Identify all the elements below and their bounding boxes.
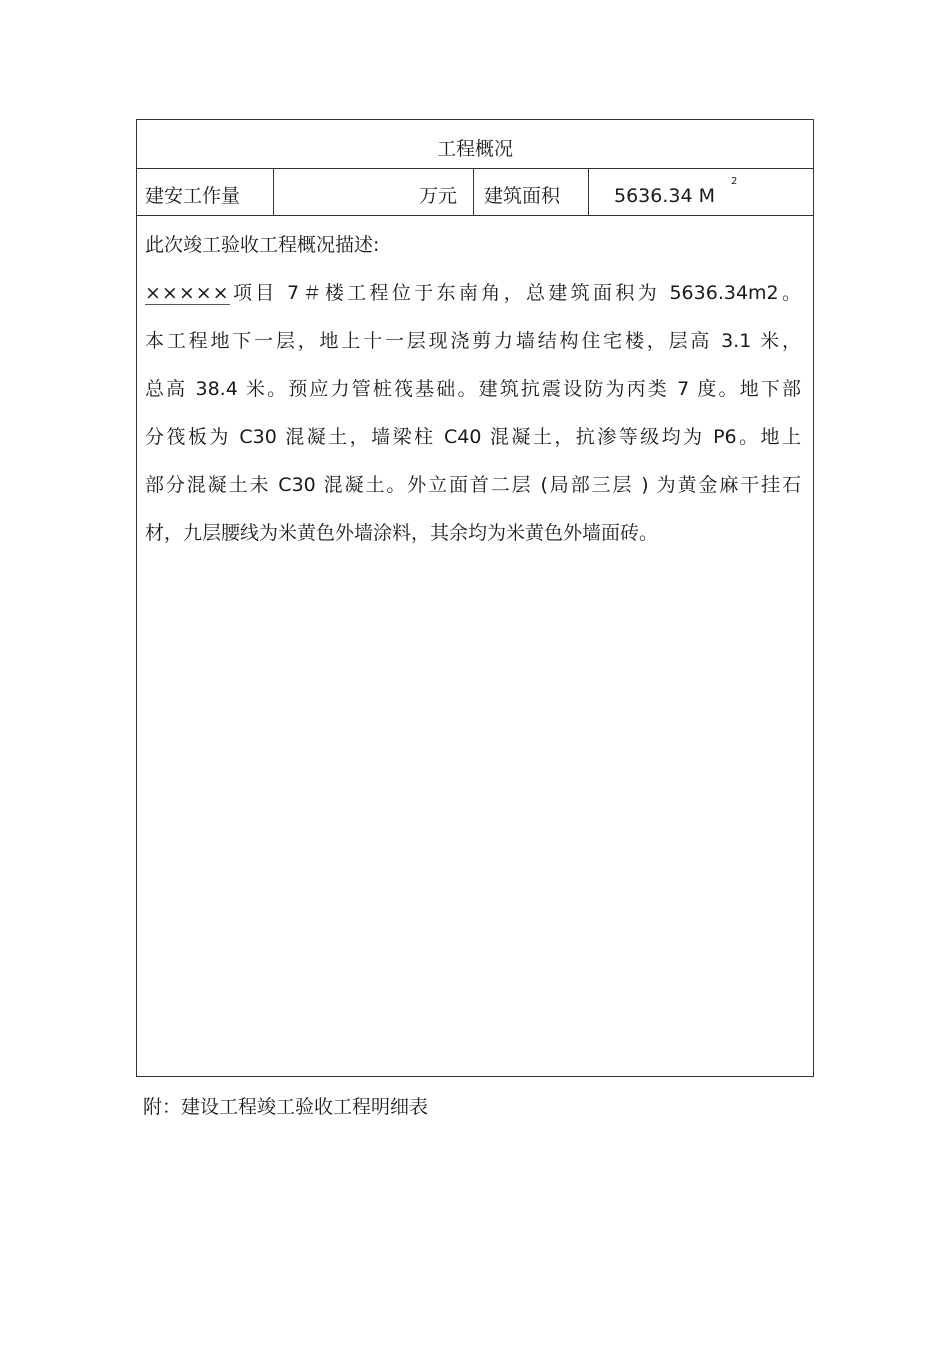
description-text: 本工程地下一层，地上十一层现浇剪力墙结构住宅楼，层高 bbox=[145, 330, 713, 352]
description-text: C40 混凝土，抗渗等级均为 bbox=[444, 426, 705, 448]
description-text: C30 混凝土。外立面首二层 (局部三层 ) 为黄金麻干挂石 bbox=[278, 474, 801, 496]
info-row bbox=[137, 169, 813, 216]
description-line bbox=[145, 269, 801, 317]
description-heading: 此次竣工验收工程概况描述: bbox=[145, 234, 380, 256]
description-area bbox=[137, 216, 813, 557]
workload-value bbox=[274, 169, 474, 215]
description-text: 5636.34m2。 bbox=[669, 282, 801, 304]
description-text: 材，九层腰线为米黄色外墙涂料，其余均为米黄色外墙面砖。 bbox=[145, 522, 659, 544]
area-label: 建筑面积 bbox=[474, 169, 589, 215]
description-line bbox=[145, 365, 801, 413]
table-title-text: 工程概况 bbox=[436, 138, 513, 160]
description-text: 7 度。地下部 bbox=[677, 378, 801, 400]
area-value bbox=[589, 169, 813, 215]
description-text: 部分混凝土未 bbox=[145, 474, 271, 496]
project-name: ××××× bbox=[145, 282, 230, 304]
description-line bbox=[145, 413, 801, 461]
description-text: 分筏板为 bbox=[145, 426, 231, 448]
area-unit-superscript: 2 bbox=[731, 176, 738, 187]
description-text: P6。地上 bbox=[713, 426, 801, 448]
appendix-note: 附：建设工程竣工验收工程明细表 bbox=[143, 1096, 429, 1118]
area-value-text: 5636.34 M bbox=[614, 185, 716, 207]
description-text: 总高 38.4 米。预应力管桩筏基础。建筑抗震设防为丙类 bbox=[145, 378, 669, 400]
table-title bbox=[137, 120, 813, 169]
description-line bbox=[145, 461, 801, 509]
description-text: 3.1 米， bbox=[721, 330, 801, 352]
workload-unit: 万元 bbox=[418, 185, 457, 207]
project-overview-table bbox=[136, 119, 814, 1077]
description-line bbox=[145, 509, 801, 557]
description-text: 项目 7＃楼工程位于东南角，总建筑面积为 bbox=[229, 282, 661, 304]
description-body bbox=[145, 269, 805, 557]
description-line bbox=[145, 317, 801, 365]
description-text: C30 混凝土，墙梁柱 bbox=[239, 426, 436, 448]
workload-label: 建安工作量 bbox=[137, 169, 274, 215]
